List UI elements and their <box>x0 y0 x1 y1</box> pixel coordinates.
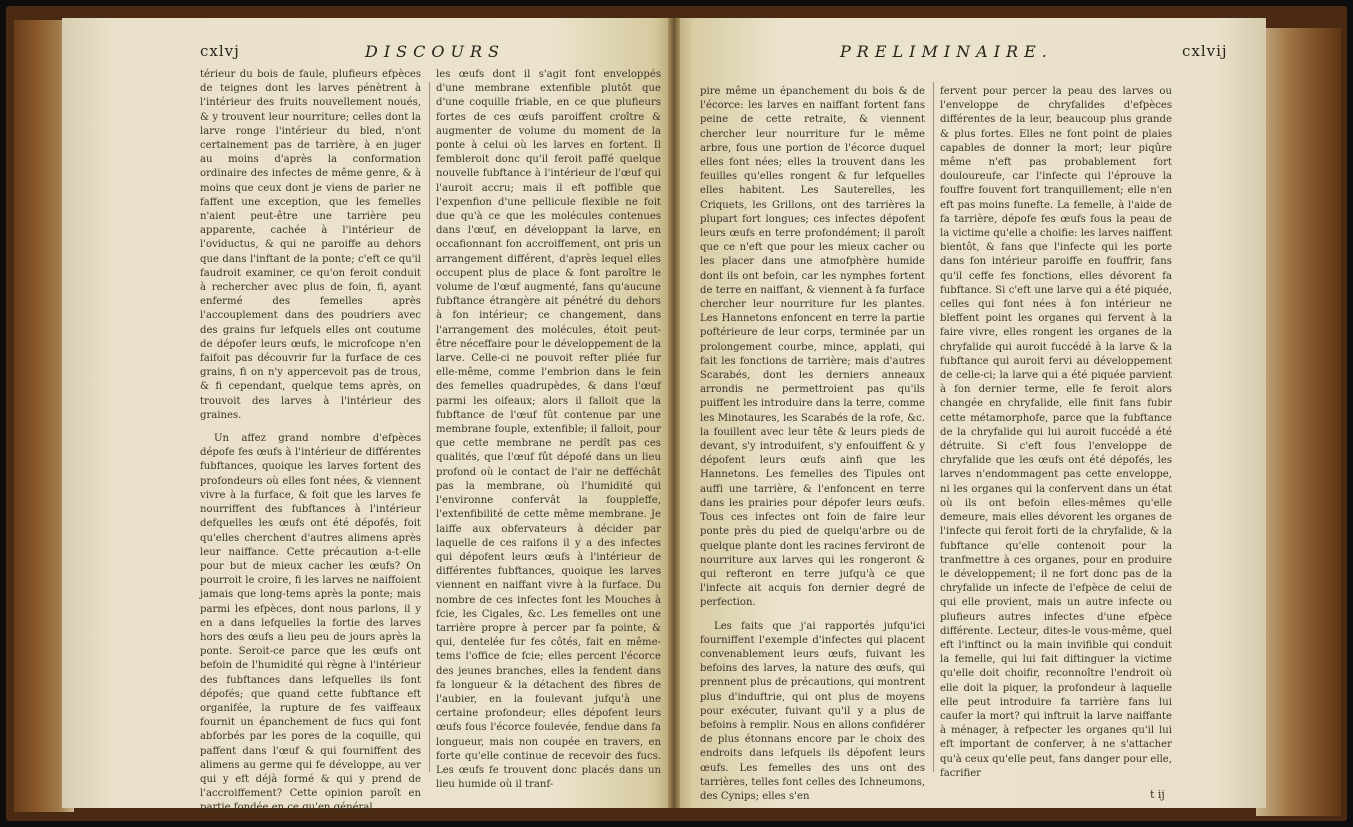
signature-mark: t ij <box>1150 788 1165 801</box>
paragraph: térieur du bois de faule, plufieurs efpèces de teignes dont les larves pénètrent à l'intérieur des fruits nouvellement noués, & y trouvent leur nourriture; celles dont la larve ronge l'intérieur du bled, n'ont certainement pas de tarrière, à en juger au moins d'après la conformation ordinaire des infectes de même genre, & à moins que ceux dont je viens de parler ne faffent une exception, que les femelles n'aient peut-être une tarrière peu apparente, cachée à l'intérieur de l'oviductus, & qui ne paroiffe au dehors que dans l'inftant de la ponte; c'eft ce qu'il faudroit examiner, ce qu'on feroit conduit à rechercher avec plus de foin, fi, ayant enfermé des femelles après l'accouplement dans des poudriers avec des grains fur lefquels elles ont coutume de dépofer leurs œufs, le microfcope n'en faifoit pas découvrir fur la furface de ces grains, fi on n'y appercevoit pas de trous, & fi cependant, quelque tems après, on trouvoit des larves à l'intérieur des graines. <box>200 69 421 421</box>
right-page-number: cxlvij <box>1182 42 1228 60</box>
right-running-head: PRELIMINAIRE. <box>840 42 1053 61</box>
right-column-1 <box>700 85 925 804</box>
paragraph: fervent pour percer la peau des larves ou l'enveloppe de chryfalides d'efpèces différentes de la leur, beaucoup plus grande & plus fortes. Elles ne font point de plaies capables de donner la mort; leur piqûre même n'eft pas probablement fort douloureufe, car l'infecte qui l'éprouve la fouffre fouvent fort tranquillement; elle n'en eft pas moins funefte. La femelle, à l'aide de fa tarrière, dépofe fes œufs fous la peau de la victime qu'elle a choifie: les larves naiffent bientôt, & fans que l'infecte qui les porte dans fon intérieur paroiffe en fouffrir, fans qu'il ceffe fes fonctions, elles dévorent fa fubftance. Si c'eft une larve qui a été piquée, celles qui font nées à fon intérieur ne bleffent point les organes qui fervent à la faire vivre, elles rongent les organes de la chryfalide qui auroit fuccédé à la larve & la fubftance qui auroit fervi au développement de celle-ci; la larve qui a été piquée parvient à fon dernier terme, elle fe feroit alors changée en chryfalide, elle finit fans fubir cette métamorphofe, parce que la fubftance de la chryfalide qui lui auroit fuccédé a été détruite. Si c'eft fous l'enveloppe de chryfalide que les œufs ont été dépofés, les larves n'endommagent pas cette enveloppe, ni les organes qui la confervent dans un état où ils ont befoin elles-mêmes qu'elle demeure, mais elles dévorent les organes de l'infecte qui feroit forti de la chryfalide, & la fubftance qu'elle contenoit pour la tranfmettre à ces organes, pour en produire le développement; il ne fort donc pas de la chryfalide un infecte de l'efpèce de celui de qui elle provient, mais un autre infecte ou plufieurs autres infectes d'une efpèce différente. Lecteur, dites-le vous-même, quel eft l'inftinct ou la main invifible qui conduit la femelle, qui lui fait diftinguer la victime qu'elle doit choifir, reconnoître l'endroit où elle doit la piquer, la profondeur à laquelle elle peut introduire fa tarrière fans lui caufer la mort? qui inftruit la larve naiffante à ménager, à refpecter les organes qu'il lui eft important de conferver, à ne s'attacher qu'à ceux qu'elle peut, fans danger pour elle, facrifier <box>940 86 1172 779</box>
right-column-2 <box>940 85 1172 781</box>
paragraph: Un affez grand nombre d'efpèces dépofe fes œufs à l'intérieur de différentes fubftances, quoique les larves fortent des profondeurs où elles font nées, & viennent vivre à la furface, & foit que les larves fe nourriffent des fubftances à l'intérieur defquelles les œufs ont été dépofés, foit qu'elles cherchent d'autres alimens après leur naiffance. Cette précaution a-t-elle pour but de mieux cacher les œufs? On pourroit le croire, fi les larves ne naiffoient jamais que long-tems après la ponte; mais parmi les efpèces, dont nous parlons, il y en a dans lefquelles la fortie des larves hors des œufs a lieu peu de jours après la ponte. Seroit-ce parce que les œufs ont befoin de l'humidité qui règne à l'intérieur des fubftances dans lefquelles ils font dépofés; que quand cette fubftance eft organifée, la rupture de fes vaiffeaux fournit un épanchement de fucs qui font abforbés par les pores de la coquille, qui paffent dans l'œuf & qui fourniffent des alimens au germe qui fe développe, au ver qui y eft déjà formé & qui y prend de l'accroiffement? Cette opinion paroît en partie fondée en ce qu'en général <box>200 433 421 814</box>
column-rule <box>429 82 430 772</box>
right-page-edges <box>1256 28 1341 816</box>
left-column-2 <box>436 68 661 792</box>
paragraph: les œufs dont il s'agit font enveloppés d'une membrane extenfible plutôt que d'une coquille friable, en ce que plufieurs fortes de ces œufs paroiffent croître & augmenter de volume du moment de la ponte à celui où les larves en fortent. Il fembleroit donc qu'il feroit paffé quelque nouvelle fubftance à l'intérieur de l'œuf qui l'auroit accru; mais il eft poffible que l'expenfion d'une pellicule flexible ne foit due qu'à ce que les molécules contenues dans l'œuf, en développant la larve, en occafionnant fon accroiffement, ont pris un arrangement différent, d'après lequel elles occupent plus de place & font paroître le volume de l'œuf augmenté, fans qu'aucune fubftance étrangère ait pénétré du dehors à fon intérieur; ce changement, dans l'arrangement des molécules, étoit peut-être néceffaire pour le développement de la larve. Celle-ci ne pouvoit refter pliée fur elle-même, comme l'embrion dans le fein des femelles quadrupèdes, & dans l'œuf parmi les oifeaux; alors il falloit que la fubftance de l'œuf fût contenue par une membrane fouple, extenfible; il falloit, pour que cette membrane ne perdît pas ces qualités, que l'œuf fût dépofé dans un lieu profond où le contact de l'air ne defféchât pas la membrane, où l'humidité qui l'environne confervât la fouppleffe, l'extenfibilité de cette même membrane. Je laiffe aux obfervateurs à décider par laquelle de ces raifons il y a des infectes qui dépofent leurs œufs à l'intérieur de différentes fubftances, quoique les larves viennent en naiffant vivre à la furface. Du nombre de ces infectes font les Mouches à fcie, les Cigales, &c. Les femelles ont une tarrière propre à percer par fa pointe, & qui, dentelée fur fes côtés, fait en même-tems l'office de fcie; elles percent l'écorce des jeunes branches, elles la fendent dans fa longueur & la détachent des fibres de l'aubier, en la foulevant jufqu'à une certaine profondeur; elles dépofent leurs œufs fous l'écorce foulevée, fendue dans fa longueur, mais non coupée en travers, en forte qu'elle continue de recevoir des fucs. Les œufs fe trouvent donc placés dans un lieu humide où il tranf- <box>436 69 661 791</box>
left-running-head: DISCOURS <box>365 42 505 61</box>
left-page-number: cxlvj <box>200 42 240 60</box>
column-rule <box>933 82 934 772</box>
paragraph: Les faits que j'ai rapportés jufqu'ici fourniffent l'exemple d'infectes qui placent convenablement leurs œufs, fuivant les befoins des larves, la nature des œufs, qui prennent plus de précautions, qui montrent plus d'induftrie, qui ont plus de moyens pour exécuter, fuivant qu'il y a plus de befoins à remplir. Nous en allons confidérer de plus étonnans encore par le choix des endroits dans lefquels ils dépofent leurs œufs. Les femelles des uns ont des tarrières, telles font celles des Ichneumons, des Cynips; elles s'en <box>700 620 925 802</box>
paragraph: pire même un épanchement du bois & de l'écorce: les larves en naiffant fortent fans peine de cette retraite, & viennent chercher leur nourriture fur le même arbre, fous une portion de l'écorce duquel elles font nées; elles la trouvent dans les feuilles qu'elles rongent & fur lefquelles elles habitent. Les Sauterelles, les Criquets, les Grillons, ont des tarrières la plupart fort longues; ces infectes dépofent leurs œufs en terre profondément; il paroît que ce n'eft que pour les mieux cacher ou les placer dans une atmofphère humide dont ils ont befoin, car les nymphes fortent de terre en naiffant, & viennent à fa furface chercher leur nourriture fur les plantes. Les Hannetons enfoncent en terre la partie poftérieure de leur corps, terminée par un prolongement courbe, mince, applati, qui fait les fonctions de tarrière; mais d'autres Scarabés, dont les derniers anneaux arrondis ne permettroient pas qu'ils puiffent les introduire dans la terre, comme les Minotaures, les Scarabés de la rofe, &c. la fouillent avec leur tête & leurs pieds de devant, s'y introduifent, s'y enfouiffent & y dépofent leurs œufs ainfi que les Hannetons. Les femelles des Tipules ont auffi une tarrière, & l'enfoncent en terre dans les prairies pour dépofer leurs œufs. Tous ces infectes ont foin de faire leur ponte près du pied de quelqu'arbre ou de quelque plante dont les racines ferviront de nourriture aux larves qui les rongeront & qui refteront en terre jufqu'à ce que l'infecte ait acquis fon dernier degré de perfection. <box>700 86 925 609</box>
left-column-1 <box>200 68 421 816</box>
book-gutter <box>668 18 680 808</box>
